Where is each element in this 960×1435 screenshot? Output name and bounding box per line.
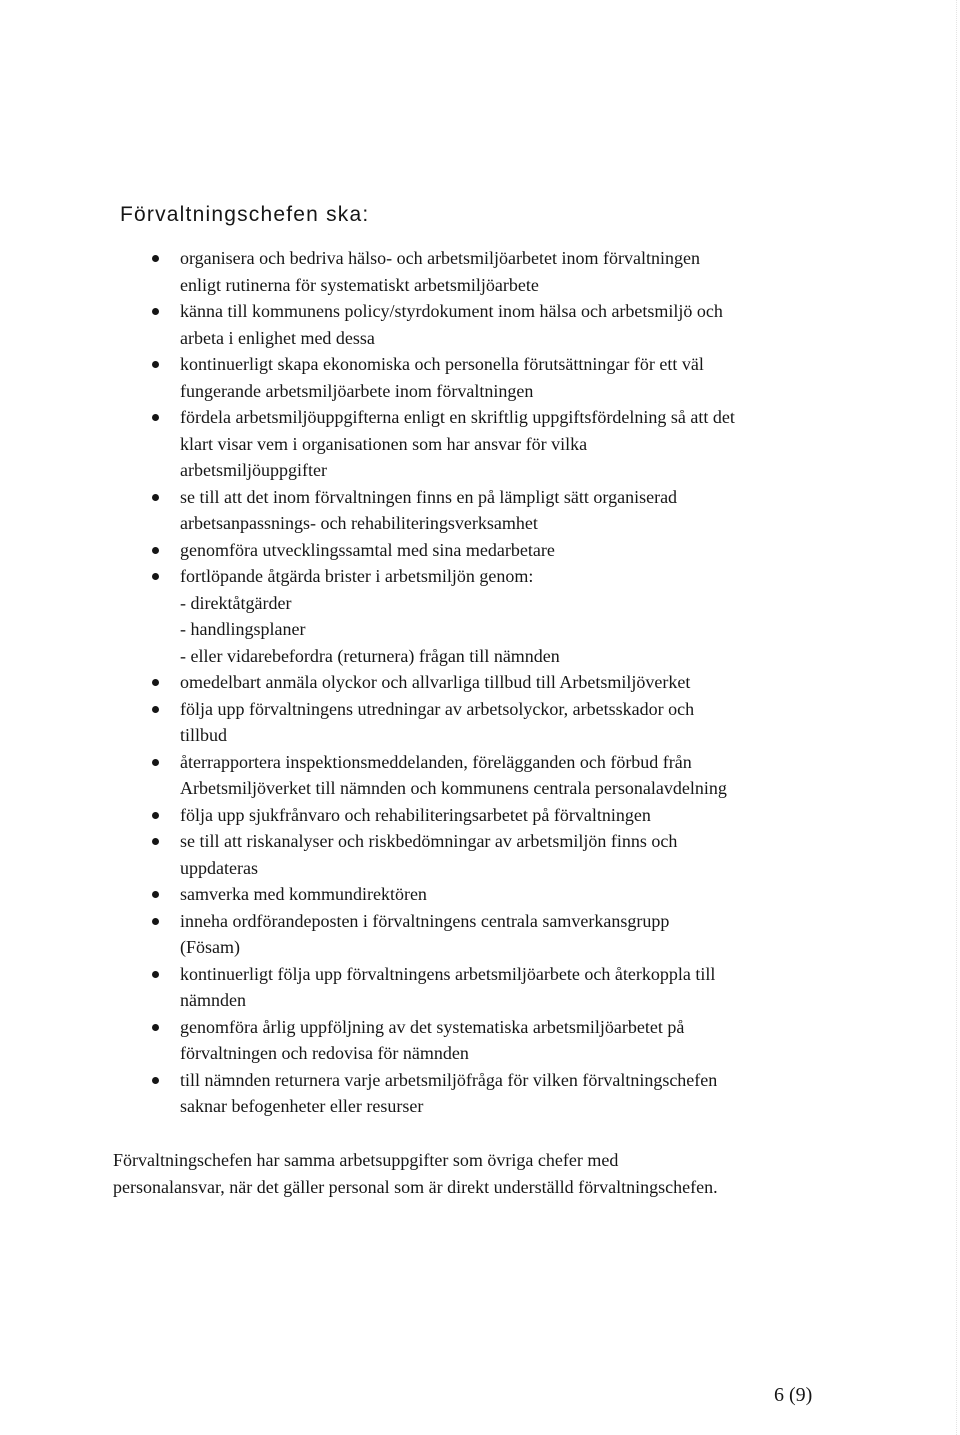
list-item-text: arbetsanpassnings- och rehabiliteringsverksamhet	[180, 513, 538, 533]
list-item-text: nämnden	[180, 990, 246, 1010]
list-item-text: kontinuerligt följa upp förvaltningens arbetsmiljöarbete och återkoppla till	[180, 963, 716, 984]
list-item	[0, 298, 960, 351]
bullet-icon	[152, 494, 159, 501]
page-number: 6 (9)	[774, 1384, 813, 1406]
list-item-text: till nämnden returnera varje arbetsmiljöfråga för vilken förvaltningschefen	[180, 1069, 718, 1090]
list-item-text: kontinuerligt skapa ekonomiska och personella förutsättningar för ett väl	[180, 354, 704, 374]
bullet-icon	[152, 679, 159, 686]
list-item-text: saknar befogenheter eller resurser	[180, 1096, 424, 1116]
list-item	[0, 961, 960, 1014]
list-item-text: enligt rutinerna för systematiskt arbetsmiljöarbete	[180, 274, 539, 295]
list-item	[0, 881, 960, 908]
list-item-text: omedelbart anmäla olyckor och allvarliga tillbud till Arbetsmiljöverket	[180, 672, 691, 692]
list-item-text: se till att det inom förvaltningen finns en på lämpligt sätt organiserad	[180, 486, 678, 507]
bullet-icon	[152, 308, 159, 315]
list-item	[0, 828, 960, 881]
responsibility-list	[0, 245, 960, 1120]
list-item-text: genomföra årlig uppföljning av det systematiska arbetsmiljöarbetet på	[180, 1016, 685, 1037]
bullet-icon	[152, 414, 159, 421]
list-item	[0, 563, 960, 669]
list-item	[0, 749, 960, 802]
list-item-text: se till att riskanalyser och riskbedömningar av arbetsmiljön finns och	[180, 831, 678, 851]
list-item-text: följa upp förvaltningens utredningar av arbetsolyckor, arbetsskador och	[180, 698, 695, 719]
list-item-text: arbeta i enlighet med dessa	[180, 327, 375, 348]
list-item	[0, 245, 960, 298]
list-item-text: genomföra utvecklingssamtal med sina medarbetare	[180, 539, 555, 560]
list-item-text: fördela arbetsmiljöuppgifterna enligt en skriftlig uppgiftsfördelning så att det	[180, 407, 735, 427]
bullet-icon	[152, 573, 159, 580]
list-item	[0, 1014, 960, 1067]
list-item	[0, 484, 960, 537]
bullet-icon	[152, 1077, 159, 1084]
list-item-text: känna till kommunens policy/styrdokument inom hälsa och arbetsmiljö och	[180, 301, 723, 321]
bullet-icon	[152, 547, 159, 554]
list-item	[0, 1067, 960, 1120]
paragraph-line: Förvaltningschefen har samma arbetsuppgifter som övriga chefer med	[113, 1150, 619, 1170]
list-item-text: återrapportera inspektionsmeddelanden, förelägganden och förbud från	[180, 751, 692, 772]
list-subitem-text: - direktåtgärder	[180, 592, 292, 613]
list-subitem-text: - handlingsplaner	[180, 619, 306, 639]
bullet-icon	[152, 812, 159, 819]
list-item	[0, 537, 960, 564]
list-item-text: förvaltningen och redovisa för nämnden	[180, 1043, 469, 1063]
list-item-text: följa upp sjukfrånvaro och rehabiliteringsarbetet på förvaltningen	[180, 804, 651, 825]
list-item	[0, 351, 960, 404]
list-item-text: uppdateras	[180, 857, 258, 878]
section-heading: Förvaltningschefen ska:	[120, 203, 370, 226]
bullet-icon	[152, 838, 159, 845]
list-item-text: fortlöpande åtgärda brister i arbetsmiljön genom:	[180, 566, 534, 586]
closing-paragraph	[113, 1147, 718, 1200]
list-item-text: samverka med kommundirektören	[180, 884, 427, 904]
list-item-text: inneha ordförandeposten i förvaltningens centrala samverkansgrupp	[180, 910, 670, 931]
list-subitem-text: - eller vidarebefordra (returnera) frågan till nämnden	[180, 645, 560, 666]
list-item	[0, 404, 960, 484]
bullet-icon	[152, 918, 159, 925]
bullet-icon	[152, 1024, 159, 1031]
list-item-text: fungerande arbetsmiljöarbete inom förvaltningen	[180, 380, 534, 401]
list-item-text: klart visar vem i organisationen som har ansvar för vilka	[180, 433, 588, 454]
list-item-text: tillbud	[180, 725, 228, 745]
list-item	[0, 696, 960, 749]
list-item	[0, 669, 960, 696]
paragraph-line: personalansvar, när det gäller personal som är direkt underställd förvaltningschefen.	[113, 1176, 718, 1197]
bullet-icon	[152, 255, 159, 262]
bullet-icon	[152, 971, 159, 978]
bullet-icon	[152, 891, 159, 898]
list-item-text: organisera och bedriva hälso- och arbetsmiljöarbetet inom förvaltningen	[180, 248, 700, 268]
list-item-text: Arbetsmiljöverket till nämnden och kommunens centrala personalavdelning	[180, 778, 727, 798]
list-item	[0, 802, 960, 829]
bullet-icon	[152, 361, 159, 368]
list-item-text: arbetsmiljöuppgifter	[180, 460, 327, 480]
bullet-icon	[152, 759, 159, 766]
list-item	[0, 908, 960, 961]
bullet-icon	[152, 706, 159, 713]
list-item-text: (Fösam)	[180, 937, 240, 957]
